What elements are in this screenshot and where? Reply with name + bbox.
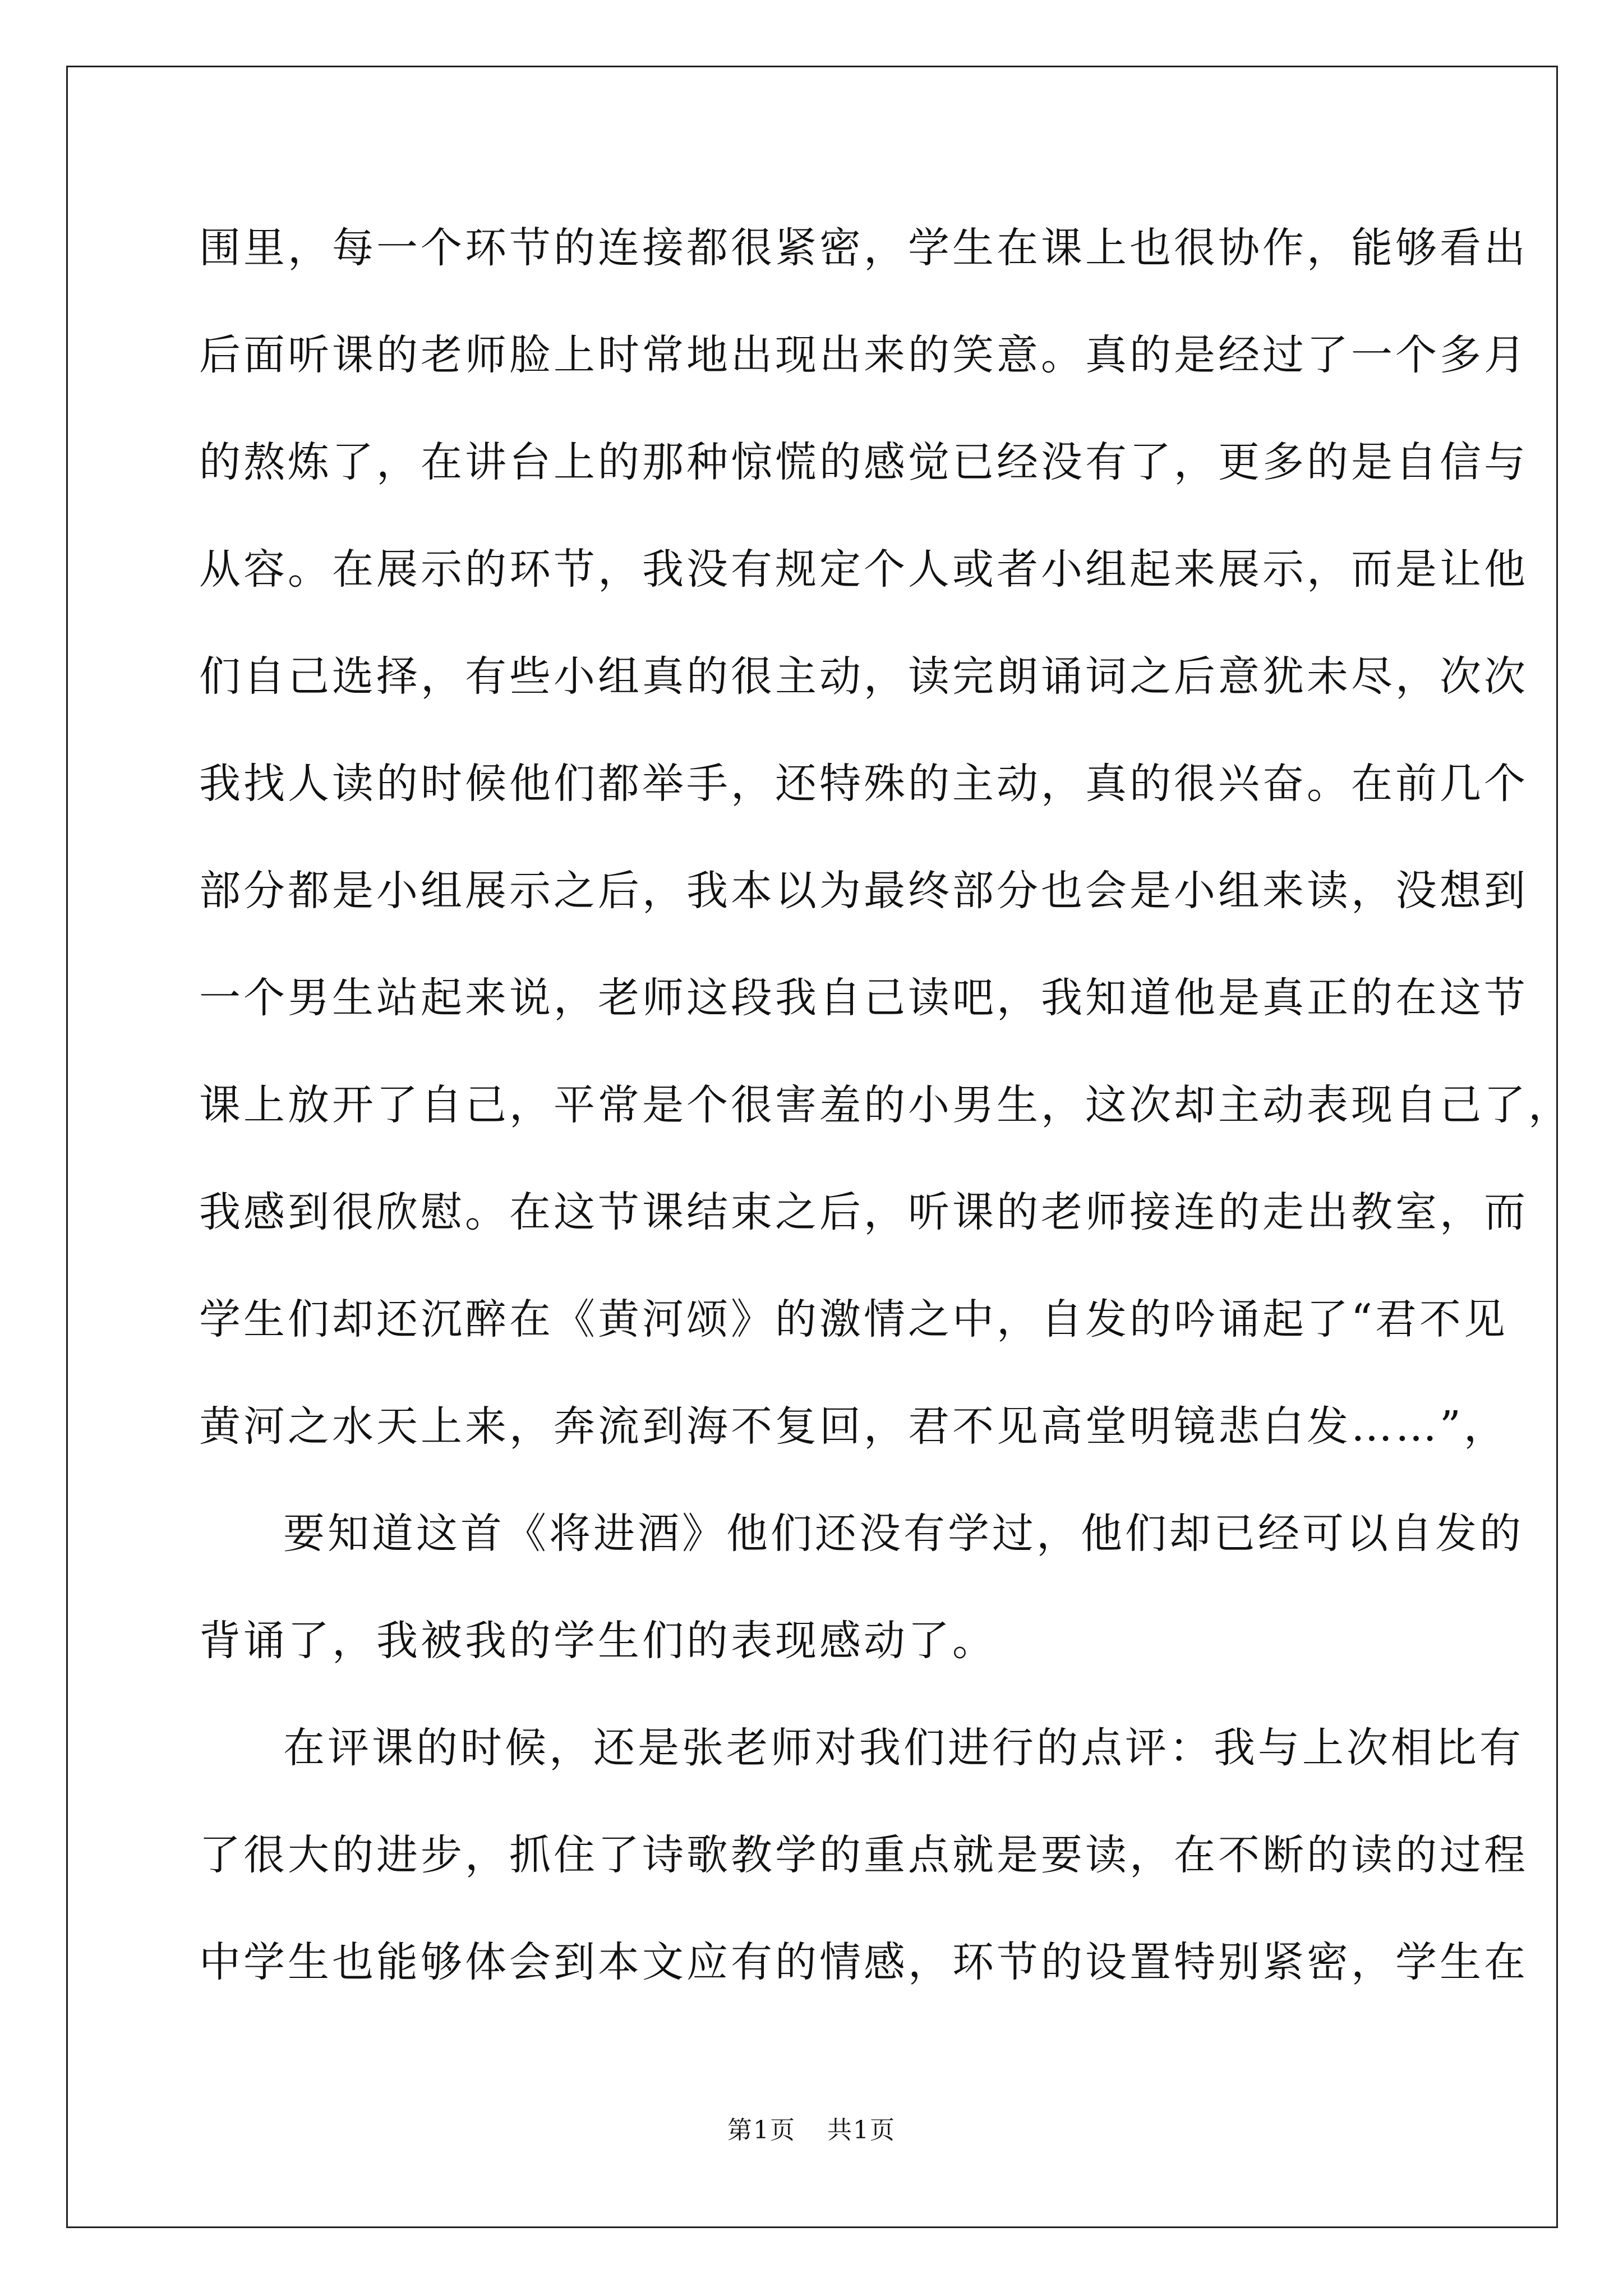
document-body: [199, 214, 1573, 2036]
text-line: 我找人读的时候他们都举手，还特殊的主动，真的很兴奋。在前几个: [199, 760, 1528, 808]
paragraph-start-line: 要知道这首《将进酒》他们还没有学过，他们却已经可以自发的: [283, 1510, 1524, 1558]
page-number: 第1页: [727, 2116, 796, 2145]
text-line: 学生们却还沉醉在《黄河颂》的激情之中，自发的吟诵起了“君不见: [199, 1295, 1508, 1343]
page-total: 共1页: [827, 2116, 896, 2145]
text-line: 背诵了，我被我的学生们的表现感动了。: [199, 1617, 997, 1665]
paragraph-start-line: 在评课的时候，还是张老师对我们进行的点评：我与上次相比有: [283, 1724, 1524, 1772]
text-line: 一个男生站起来说，老师这段我自己读吧，我知道他是真正的在这节: [199, 974, 1528, 1022]
text-line: 从容。在展示的环节，我没有规定个人或者小组起来展示，而是让他: [199, 545, 1528, 593]
page-footer: [0, 2114, 1623, 2147]
text-line: 围里，每一个环节的连接都很紧密，学生在课上也很协作，能够看出: [199, 224, 1528, 272]
text-line: 后面听课的老师脸上时常地出现出来的笑意。真的是经过了一个多月: [199, 331, 1528, 379]
text-line: 了很大的进步，抓住了诗歌教学的重点就是要读，在不断的读的过程: [199, 1831, 1528, 1879]
text-line: 们自己选择，有些小组真的很主动，读完朗诵词之后意犹未尽，次次: [199, 652, 1528, 701]
text-line: 中学生也能够体会到本文应有的情感，环节的设置特别紧密，学生在: [199, 1938, 1528, 1986]
text-line: 部分都是小组展示之后，我本以为最终部分也会是小组来读，没想到: [199, 867, 1528, 915]
text-line: 我感到很欣慰。在这节课结束之后，听课的老师接连的走出教室，而: [199, 1188, 1528, 1236]
text-line: 课上放开了自己，平常是个很害羞的小男生，这次却主动表现自己了，: [199, 1081, 1573, 1129]
text-line: 黄河之水天上来，奔流到海不复回，君不见高堂明镜悲白发……”，: [199, 1402, 1508, 1451]
text-line: 的熬炼了，在讲台上的那种惊慌的感觉已经没有了，更多的是自信与: [199, 438, 1528, 486]
